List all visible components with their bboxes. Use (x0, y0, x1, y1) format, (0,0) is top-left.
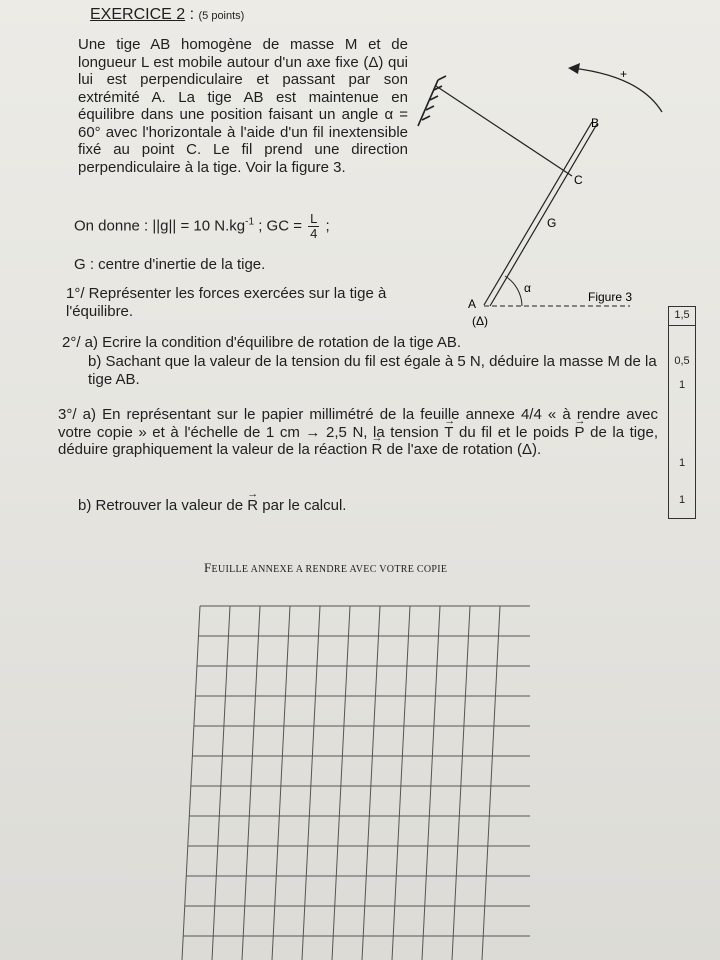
score-q3b: 1 (678, 494, 686, 506)
angle-arc (505, 276, 522, 306)
graph-paper-grid (180, 604, 532, 960)
vector-t: → T (444, 424, 453, 442)
q3a-text-2: du fil et le poids (453, 423, 575, 441)
question-3b (78, 497, 638, 515)
figure-3-diagram (0, 0, 720, 340)
q3b-text-2: par le calcul. (258, 497, 347, 514)
vector-r: → R (372, 441, 383, 459)
rod-ab (484, 122, 597, 306)
exercise-title-label: EXERCICE 2 (90, 6, 186, 23)
label-g: G (547, 216, 557, 230)
figure-caption: Figure 3 (588, 290, 633, 304)
grid-vertical-line (332, 606, 350, 960)
grid-vertical-line (362, 606, 380, 960)
grid-vertical-line (452, 606, 470, 960)
exercise-points: (5 points) (198, 10, 245, 22)
grid-vertical-line (422, 606, 440, 960)
q3a-text-4: de l'axe de rotation (Δ). (382, 441, 542, 458)
score-q1: 1,5 (674, 309, 690, 321)
score-q3a: 1 (678, 457, 686, 469)
score-q2a: 0,5 (674, 355, 690, 367)
inertia-center-definition: G : centre d'inertie de la tige. (74, 256, 266, 273)
grid-vertical-line (212, 606, 230, 960)
title-separator: : (185, 6, 199, 23)
q3a-text-1: 3°/ a) En représentant sur le papier millimétré de la feuille annexe 4/4 « à rendre avec votre copie » et à l'échelle de 1 cm → 2,5 N, la tension (58, 406, 658, 441)
wall-hatch-icon (418, 76, 446, 126)
label-axis: (Δ) (472, 314, 489, 328)
question-3a (58, 406, 658, 459)
rotation-arc (572, 68, 662, 112)
fraction-denominator: 4 (310, 226, 318, 241)
question-1: 1°/ Représenter les forces exercées sur la tige à l'équilibre. (66, 285, 387, 320)
rotation-arrow-icon (568, 63, 580, 74)
score-q2b: 1 (678, 379, 686, 391)
label-b: B (591, 116, 600, 130)
annex-title (204, 560, 447, 576)
label-alpha: α (524, 281, 531, 295)
given-g-exponent: -1 (245, 216, 255, 228)
grid-vertical-line (392, 606, 410, 960)
q3b-text-1: b) Retrouver la valeur de (78, 497, 248, 514)
vector-p: → P (575, 424, 585, 442)
grid-vertical-line (182, 606, 200, 960)
fraction-numerator: L (310, 211, 318, 226)
given-gc: ; GC = (254, 217, 307, 235)
string-line (436, 86, 572, 176)
question-2b: b) Sachant que la valeur de la tension du fil est égale à 5 N, déduire la masse M de la tige AB. (88, 353, 657, 388)
label-a: A (468, 297, 477, 311)
grid-vertical-line (482, 606, 500, 960)
q3a-text-3: de la tige, déduire graphiquement la valeur de la réaction (58, 423, 658, 458)
vector-r-calc: → R (247, 497, 258, 515)
question-2a: 2°/ a) Ecrire la condition d'équilibre de rotation de la tige AB. (62, 334, 462, 351)
grid-vertical-line (272, 606, 290, 960)
given-g-value: || = 10 N.kg (168, 217, 246, 235)
label-c: C (574, 173, 583, 187)
annex-title-rest: EUILLE ANNEXE A RENDRE AVEC VOTRE COPIE (211, 564, 448, 575)
label-plus: + (620, 67, 628, 81)
problem-statement: Une tige AB homogène de masse M et de longueur L est mobile autour d'un axe fixe (Δ) qui lui est perpendiculaire et passant par son extrémité A. La tige AB est maintenue en équilibre dans une position faisant un angle α = 60° avec l'horizontale à l'aide d'un fil inextensible fixé au point C. Le fil prend une direction perpendiculaire à la tige. Voir la figure 3. (78, 36, 408, 176)
annex-title-initial: F (204, 560, 212, 575)
given-prefix: On donne : ||g (74, 217, 169, 235)
given-suffix: ; (321, 217, 330, 235)
grid-vertical-line (242, 606, 260, 960)
grid-vertical-line (302, 606, 320, 960)
